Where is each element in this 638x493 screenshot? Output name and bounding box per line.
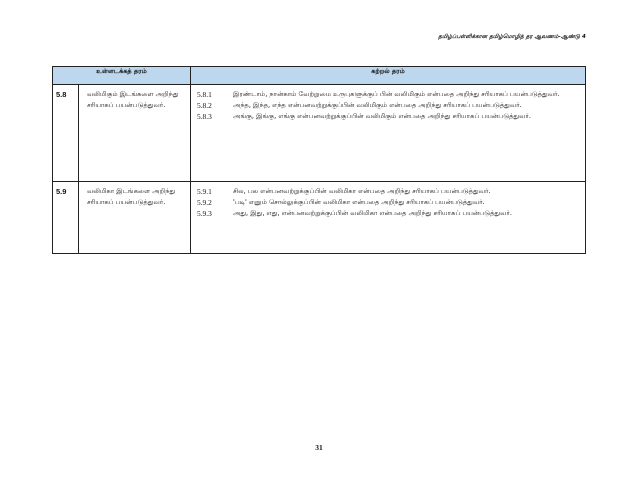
learning-standard-code: 5.9.1	[197, 187, 212, 196]
learning-standard-item	[197, 186, 577, 197]
learning-standard-item	[197, 89, 577, 100]
learning-standard-code: 5.9.2	[197, 198, 212, 207]
learning-standard-code: 5.9.3	[197, 209, 212, 218]
learning-standard-text: அங்கு, இங்கு, எங்கு என்பனவற்றுக்குப்பின் வலிமிகும் என்பதை அறிந்து சரியாகப் பயன்படுத்துவர்.	[233, 112, 531, 120]
table-header-row	[53, 67, 586, 85]
content-standard-text: வலிமிகா இடங்களை அறிந்து சரியாகப் பயன்படுத்துவர்.	[79, 182, 191, 254]
document-header: தமிழ்ப்பள்ளிக்கான தமிழ்மொழித் தர ஆவணம்-ஆண்டு 4	[438, 34, 586, 40]
learning-standard-text: அந்த, இந்த, எந்த என்பனவற்றுக்குப்பின் வலிமிகும் என்பதை அறிந்து சரியாகப் பயன்படுத்துவர்.	[233, 101, 522, 109]
learning-standard-code: 5.8.1	[197, 90, 212, 99]
learning-standard-text: சில, பல என்பனவற்றுக்குப்பின் வலிமிகா என்பதை அறிந்து சரியாகப் பயன்படுத்துவர்.	[233, 187, 491, 195]
table-row	[53, 85, 586, 182]
learning-standard-header: கற்றல் தரம்	[191, 67, 586, 85]
learning-standard-code: 5.8.3	[197, 112, 212, 121]
page-number: 31	[315, 443, 323, 452]
learning-standard-item	[197, 208, 577, 219]
content-standard-text: வலிமிகும் இடங்களை அறிந்து சரியாகப் பயன்படுத்துவர்.	[79, 85, 191, 182]
standard-number: 5.8	[53, 85, 79, 182]
table-row	[53, 182, 586, 254]
learning-standard-text: 'படி' எனும் சொல்லுக்குப்பின் வலிமிகா என்பதை அறிந்து சரியாகப் பயன்படுத்துவர்.	[233, 198, 485, 206]
learning-standard-list	[191, 85, 586, 182]
learning-standard-text: அது, இது, எது, என்பனவற்றுக்குப்பின் வலிமிகா என்பதை அறிந்து சரியாகப் பயன்படுத்துவர்.	[233, 209, 512, 217]
learning-standard-item	[197, 111, 577, 122]
standard-number: 5.9	[53, 182, 79, 254]
content-standard-header: உள்ளடக்கத் தரம்	[53, 67, 191, 85]
learning-standard-code: 5.8.2	[197, 101, 212, 110]
learning-standard-item	[197, 197, 577, 208]
learning-standard-text: இரண்டாம், நான்காம் வேற்றுமை உருபுகளுக்குப் பின் வலிமிகும் என்பதை அறிந்து சரியாகப் பயன்படுத்துவர்.	[233, 90, 560, 98]
standards-table	[52, 66, 586, 254]
learning-standard-item	[197, 100, 577, 111]
learning-standard-list	[191, 182, 586, 254]
